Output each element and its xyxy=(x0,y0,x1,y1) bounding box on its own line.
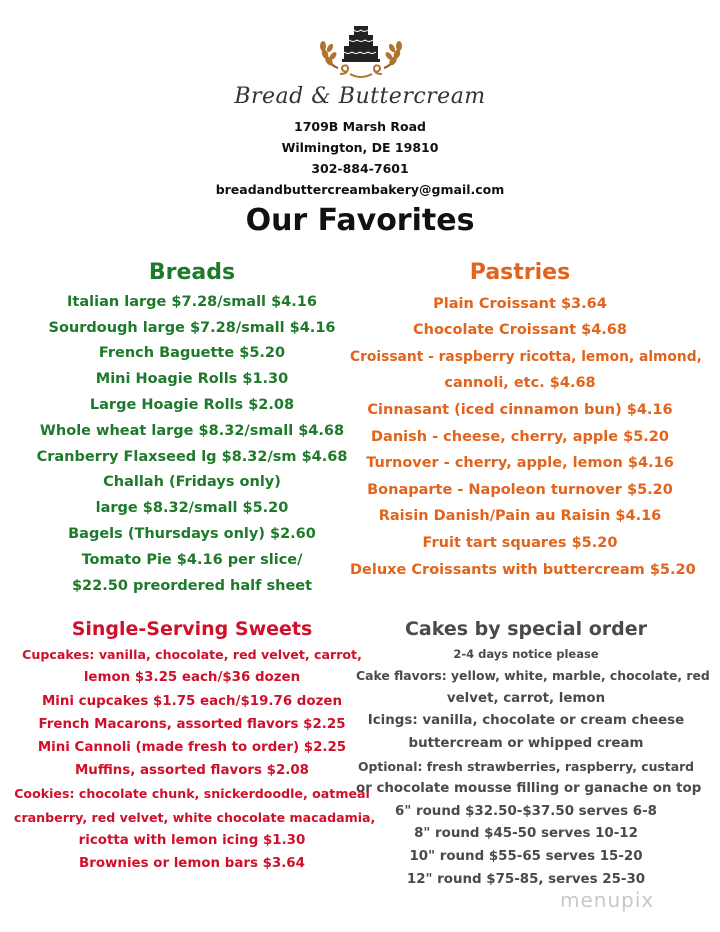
list-item: French Macarons, assorted flavors $2.25 xyxy=(38,716,346,732)
list-item: Raisin Danish/Pain au Raisin $4.16 xyxy=(378,508,662,525)
bakery-logo-icon xyxy=(316,18,406,82)
list-item: Italian large $7.28/small $4.16 xyxy=(67,293,317,310)
list-item: Mini Cannoli (made fresh to order) $2.25 xyxy=(37,740,347,756)
list-item: 6" round $32.50-$37.50 serves 6-8 xyxy=(395,803,657,819)
list-item: velvet, carrot, lemon xyxy=(446,690,606,706)
watermark: menupix xyxy=(560,888,655,912)
list-item: 12" round $75-85, serves 25-30 xyxy=(406,871,646,887)
list-item: Muffins, assorted flavors $2.08 xyxy=(74,763,310,779)
list-item: Mini Hoagie Rolls $1.30 xyxy=(95,371,289,388)
list-item: Whole wheat large $8.32/small $4.68 xyxy=(39,422,345,439)
list-item: Deluxe Croissants with buttercream $5.20 xyxy=(350,561,696,578)
list-item: ricotta with lemon icing $1.30 xyxy=(78,832,306,848)
cakes-heading: Cakes by special order xyxy=(404,618,648,640)
list-item: 10" round $55-65 serves 15-20 xyxy=(409,848,643,864)
email-address: breadandbuttercreambakery@gmail.com xyxy=(215,182,505,197)
list-item: 8" round $45-50 serves 10-12 xyxy=(414,826,638,842)
breads-heading: Breads xyxy=(148,260,236,285)
list-item: cranberry, red velvet, white chocolate macadamia, xyxy=(14,809,376,825)
pastries-section xyxy=(350,260,702,583)
list-item: lemon $3.25 each/$36 dozen xyxy=(83,670,301,686)
list-item: Chocolate Croissant $4.68 xyxy=(413,322,627,339)
address-line2: Wilmington, DE 19810 xyxy=(281,140,439,155)
list-item: cannoli, etc. $4.68 xyxy=(444,375,596,392)
list-item: Sourdough large $7.28/small $4.16 xyxy=(48,319,336,336)
list-item: Bonaparte - Napoleon turnover $5.20 xyxy=(367,481,673,498)
list-item: Large Hoagie Rolls $2.08 xyxy=(89,396,295,413)
list-item: Cake flavors: yellow, white, marble, chocolate, red xyxy=(356,668,710,684)
address-line1: 1709B Marsh Road xyxy=(294,119,426,134)
page-title: Our Favorites xyxy=(245,203,475,238)
cakes-section xyxy=(356,618,710,891)
list-item: or chocolate mousse filling or ganache on top xyxy=(356,781,702,797)
list-item: Danish - cheese, cherry, apple $5.20 xyxy=(371,428,669,445)
sweets-heading: Single-Serving Sweets xyxy=(71,618,313,640)
list-item: buttercream or whipped cream xyxy=(408,735,644,751)
list-item: Cranberry Flaxseed lg $8.32/sm $4.68 xyxy=(36,448,348,465)
list-item: Cinnasant (iced cinnamon bun) $4.16 xyxy=(367,401,673,418)
sweets-section xyxy=(14,618,376,875)
list-item: Fruit tart squares $5.20 xyxy=(422,534,618,551)
list-item: Cookies: chocolate chunk, snickerdoodle, oatmeal xyxy=(14,786,370,802)
list-item: Tomato Pie $4.16 per slice/ xyxy=(81,551,303,568)
brand-name: Bread & Buttercream xyxy=(234,84,486,109)
list-item: Croissant - raspberry ricotta, lemon, almond, xyxy=(350,348,702,365)
list-item: Brownies or lemon bars $3.64 xyxy=(79,856,305,872)
list-item: Turnover - cherry, apple, lemon $4.16 xyxy=(366,455,674,472)
list-item: Plain Croissant $3.64 xyxy=(433,295,607,312)
phone-number: 302-884-7601 xyxy=(311,161,409,176)
pastries-heading: Pastries xyxy=(469,260,571,285)
list-item: large $8.32/small $5.20 xyxy=(95,500,289,517)
list-item: $22.50 preordered half sheet xyxy=(71,577,313,594)
list-item: 2-4 days notice please xyxy=(453,646,599,661)
list-item: Optional: fresh strawberries, raspberry, custard xyxy=(357,758,695,774)
breads-section xyxy=(20,260,364,599)
list-item: Icings: vanilla, chocolate or cream cheese xyxy=(367,713,685,729)
list-item: Mini cupcakes $1.75 each/$19.76 dozen xyxy=(41,693,342,709)
list-item: French Baguette $5.20 xyxy=(98,345,286,362)
list-item: Challah (Fridays only) xyxy=(103,474,281,491)
list-item: Bagels (Thursdays only) $2.60 xyxy=(68,525,316,542)
list-item: Cupcakes: vanilla, chocolate, red velvet, carrot, xyxy=(22,647,362,663)
